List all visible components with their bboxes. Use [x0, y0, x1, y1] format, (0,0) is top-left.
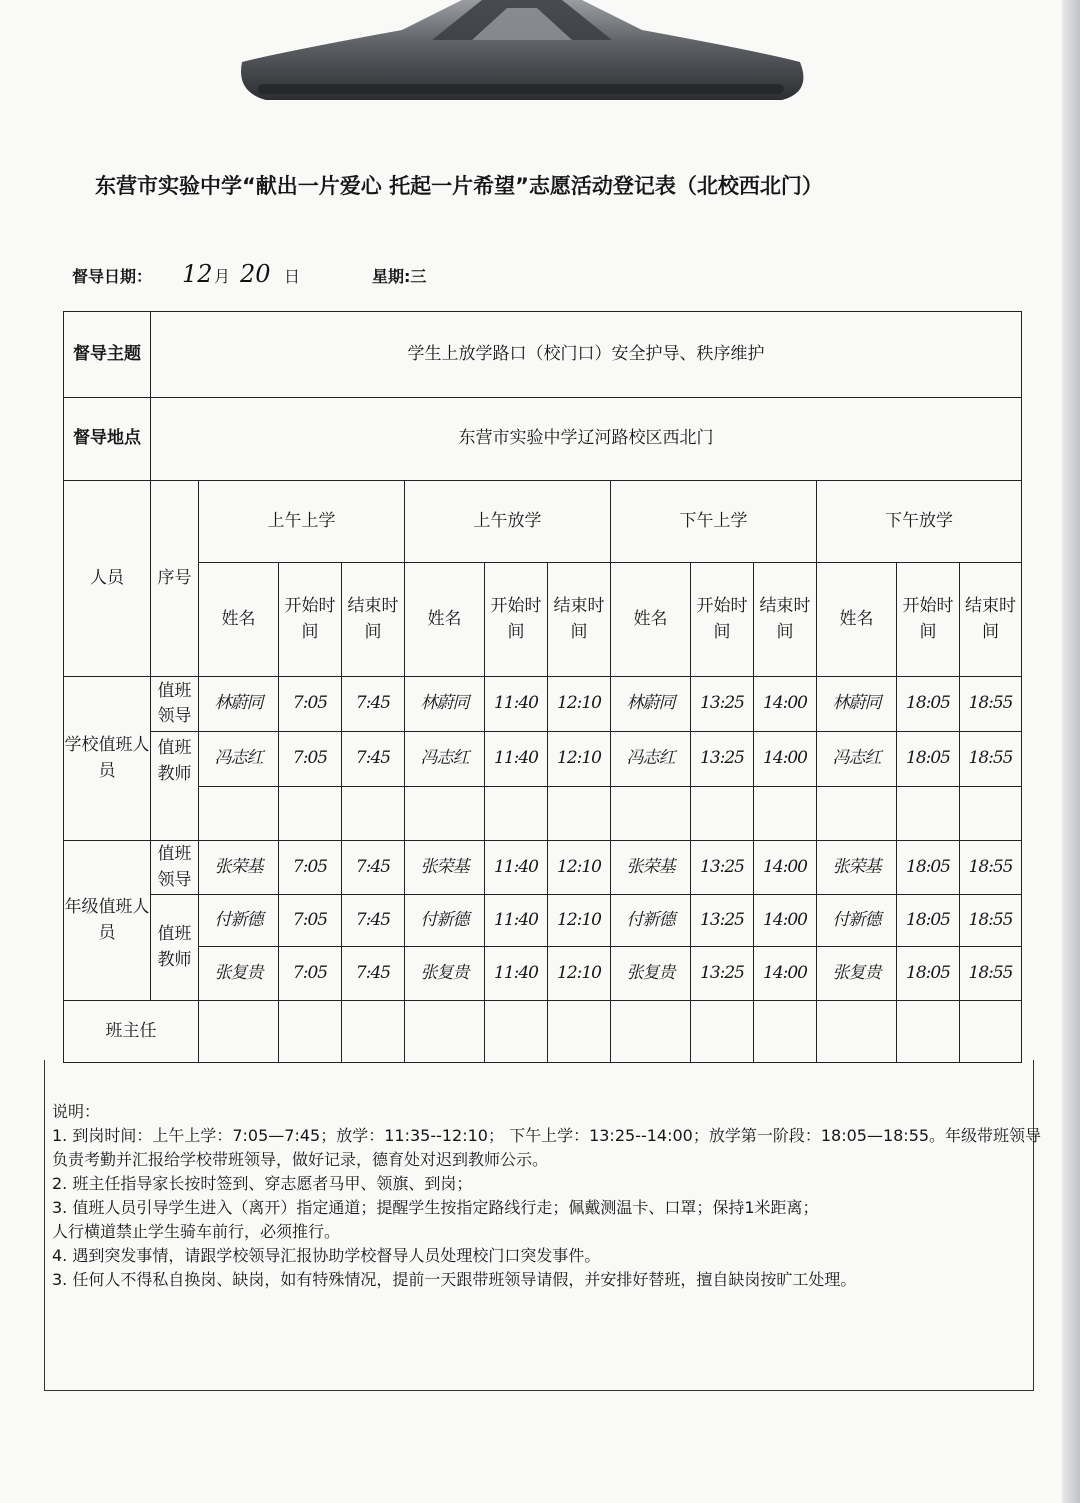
location-label: 督导地点 — [64, 398, 151, 481]
cell-empty — [548, 787, 611, 841]
cell-empty — [754, 1001, 817, 1063]
cell-start-time: 13:25 — [691, 677, 754, 732]
cell-end-time: 12:10 — [548, 732, 611, 787]
role-teacher: 值班教师 — [151, 895, 199, 1001]
cell-name: 林蔚同 — [611, 677, 691, 732]
group-school-label: 学校值班人员 — [64, 677, 151, 841]
cell-empty — [960, 787, 1022, 841]
cell-end-time: 14:00 — [754, 947, 817, 1001]
cell-name: 林蔚同 — [199, 677, 279, 732]
cell-start-time: 7:05 — [279, 841, 342, 895]
date-day: 20 — [240, 260, 271, 288]
cell-end-time: 12:10 — [548, 947, 611, 1001]
date-row — [0, 260, 1062, 292]
cell-start-time: 7:05 — [279, 895, 342, 947]
notes-heading: 说明： — [52, 1102, 101, 1121]
cell-start-time: 18:05 — [897, 732, 960, 787]
note-item: 人行横道禁止学生骑车前行，必须推行。 — [52, 1222, 341, 1241]
cell-name: 冯志红 — [817, 732, 897, 787]
location-value: 东营市实验中学辽河路校区西北门 — [151, 398, 1022, 481]
cell-start-time: 18:05 — [897, 895, 960, 947]
cell-name: 冯志红 — [199, 732, 279, 787]
start-time-header: 开始时间 — [279, 563, 342, 677]
cell-empty — [691, 1001, 754, 1063]
cell-empty — [279, 1001, 342, 1063]
cell-empty — [691, 787, 754, 841]
cell-empty — [897, 787, 960, 841]
cell-start-time: 18:05 — [897, 677, 960, 732]
note-item: 2. 班主任指导家长按时签到、穿志愿者马甲、领旗、到岗； — [52, 1174, 473, 1193]
cell-empty — [405, 787, 485, 841]
date-month-unit: 月 — [214, 267, 231, 286]
table-row-blank — [64, 787, 1022, 841]
topic-value: 学生上放学路口（校门口）安全护导、秩序维护 — [151, 312, 1022, 398]
cell-name: 付新德 — [199, 895, 279, 947]
cell-end-time: 18:55 — [960, 677, 1022, 732]
cell-end-time: 7:45 — [342, 841, 405, 895]
note-item: 3. 任何人不得私自换岗、缺岗，如有特殊情况，提前一天跟带班领导请假，并安排好替班，擅自缺岗按旷工处理。 — [52, 1270, 857, 1289]
note-item: 1. 到岗时间：上午上学：7:05—7:45；放学：11:35--12:10； 下午上学：13:25--14:00；放学第一阶段：18:05—18:55。年级带班领导负责考勤并汇报给学校带班领导，做好记录，德育处对迟到教师公示。 — [52, 1126, 1042, 1169]
cell-name: 付新德 — [405, 895, 485, 947]
cell-end-time: 12:10 — [548, 895, 611, 947]
start-time-header: 开始时间 — [897, 563, 960, 677]
cell-empty — [611, 1001, 691, 1063]
end-time-header: 结束时间 — [754, 563, 817, 677]
cell-empty — [960, 1001, 1022, 1063]
cell-name: 林蔚同 — [405, 677, 485, 732]
cell-end-time: 18:55 — [960, 895, 1022, 947]
cell-end-time: 12:10 — [548, 841, 611, 895]
cell-name: 付新德 — [817, 895, 897, 947]
cell-end-time: 12:10 — [548, 677, 611, 732]
table-row — [64, 841, 1022, 895]
cell-end-time: 7:45 — [342, 732, 405, 787]
name-header: 姓名 — [611, 563, 691, 677]
personnel-header: 人员 — [64, 481, 151, 677]
duty-table — [63, 311, 1022, 1063]
cell-empty — [199, 1001, 279, 1063]
weekday: 星期:三 — [372, 267, 427, 286]
homeroom-label: 班主任 — [64, 1001, 199, 1063]
cell-empty — [817, 1001, 897, 1063]
cell-empty — [279, 787, 342, 841]
role-teacher: 值班教师 — [151, 732, 199, 841]
cell-name: 冯志红 — [405, 732, 485, 787]
cell-start-time: 7:05 — [279, 732, 342, 787]
seq-header: 序号 — [151, 481, 199, 677]
period-header: 上午上学 — [199, 481, 405, 563]
cell-start-time: 18:05 — [897, 841, 960, 895]
cell-empty — [485, 1001, 548, 1063]
end-time-header: 结束时间 — [548, 563, 611, 677]
role-leader: 值班领导 — [151, 677, 199, 732]
start-time-header: 开始时间 — [485, 563, 548, 677]
date-day-unit: 日 — [284, 267, 301, 286]
cell-start-time: 7:05 — [279, 677, 342, 732]
table-row — [64, 732, 1022, 787]
cell-empty — [897, 1001, 960, 1063]
cell-empty — [199, 787, 279, 841]
cell-start-time: 13:25 — [691, 841, 754, 895]
date-label: 督导日期： — [72, 267, 153, 286]
cell-start-time: 11:40 — [485, 841, 548, 895]
end-time-header: 结束时间 — [342, 563, 405, 677]
end-time-header: 结束时间 — [960, 563, 1022, 677]
form-title: 东营市实验中学“献出一片爱心 托起一片希望”志愿活动登记表（北校西北门） — [95, 174, 823, 198]
cell-empty — [342, 787, 405, 841]
cell-name: 林蔚同 — [817, 677, 897, 732]
cell-start-time: 7:05 — [279, 947, 342, 1001]
notes-section — [52, 1100, 1042, 1292]
topic-label: 督导主题 — [64, 312, 151, 398]
table-row — [64, 895, 1022, 947]
cell-name: 张复贵 — [817, 947, 897, 1001]
start-time-header: 开始时间 — [691, 563, 754, 677]
cell-end-time: 18:55 — [960, 732, 1022, 787]
cell-empty — [611, 787, 691, 841]
cell-end-time: 14:00 — [754, 895, 817, 947]
cell-empty — [342, 1001, 405, 1063]
paper-edge — [1062, 0, 1080, 1503]
cell-start-time: 13:25 — [691, 947, 754, 1001]
cell-end-time: 7:45 — [342, 947, 405, 1001]
cell-start-time: 11:40 — [485, 677, 548, 732]
period-header: 下午上学 — [611, 481, 817, 563]
cell-empty — [405, 1001, 485, 1063]
role-leader: 值班领导 — [151, 841, 199, 895]
cell-name: 张荣基 — [199, 841, 279, 895]
name-header: 姓名 — [199, 563, 279, 677]
cell-name: 张荣基 — [817, 841, 897, 895]
name-header: 姓名 — [817, 563, 897, 677]
cell-name: 张复贵 — [199, 947, 279, 1001]
table-row — [64, 947, 1022, 1001]
date-month: 12 — [182, 260, 213, 288]
cell-name: 张复贵 — [611, 947, 691, 1001]
cell-name: 张荣基 — [611, 841, 691, 895]
period-header: 上午放学 — [405, 481, 611, 563]
cell-empty — [817, 787, 897, 841]
cell-end-time: 14:00 — [754, 732, 817, 787]
cell-end-time: 14:00 — [754, 677, 817, 732]
cell-start-time: 18:05 — [897, 947, 960, 1001]
cell-end-time: 7:45 — [342, 677, 405, 732]
cell-empty — [485, 787, 548, 841]
note-item: 3. 值班人员引导学生进入（离开）指定通道；提醒学生按指定路线行走；佩戴测温卡、口罩；保持1米距离； — [52, 1198, 819, 1217]
table-row — [64, 677, 1022, 732]
cell-start-time: 11:40 — [485, 732, 548, 787]
cell-name: 冯志红 — [611, 732, 691, 787]
cell-start-time: 11:40 — [485, 895, 548, 947]
cell-empty — [548, 1001, 611, 1063]
table-row-homeroom — [64, 1001, 1022, 1063]
cell-end-time: 7:45 — [342, 895, 405, 947]
name-header: 姓名 — [405, 563, 485, 677]
note-item: 4. 遇到突发事情，请跟学校领导汇报协助学校督导人员处理校门口突发事件。 — [52, 1246, 601, 1265]
cell-empty — [754, 787, 817, 841]
period-header: 下午放学 — [817, 481, 1022, 563]
cell-end-time: 18:55 — [960, 947, 1022, 1001]
cell-end-time: 18:55 — [960, 841, 1022, 895]
cell-start-time: 11:40 — [485, 947, 548, 1001]
cell-end-time: 14:00 — [754, 841, 817, 895]
group-grade-label: 年级值班人员 — [64, 841, 151, 1001]
cell-name: 付新德 — [611, 895, 691, 947]
cell-start-time: 13:25 — [691, 732, 754, 787]
cell-start-time: 13:25 — [691, 895, 754, 947]
cell-name: 张荣基 — [405, 841, 485, 895]
cell-name: 张复贵 — [405, 947, 485, 1001]
clipboard-clip-icon — [222, 0, 820, 112]
